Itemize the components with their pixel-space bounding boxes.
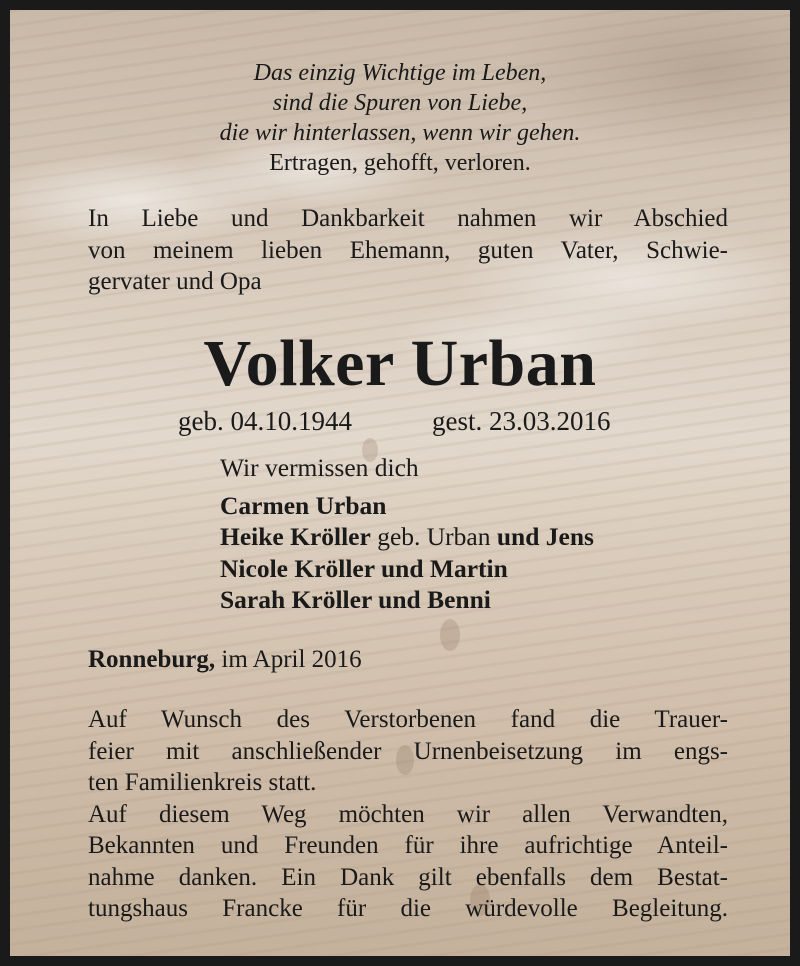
birth-date: geb. 04.10.1944 bbox=[178, 406, 352, 436]
notice-line-3: ten Familienkreis statt. bbox=[88, 769, 317, 796]
mourner-2-partner: und Jens bbox=[496, 522, 594, 551]
quote-line-3: die wir hinterlassen, wenn wir gehen. bbox=[219, 120, 581, 146]
intro-paragraph bbox=[88, 203, 728, 298]
obituary-card bbox=[10, 10, 790, 956]
mourner-2-maiden: geb. Urban bbox=[370, 522, 497, 551]
quote-line-2: sind die Spuren von Liebe, bbox=[272, 90, 528, 116]
intro-line-2: von meinem lieben Ehemann, guten Vater, Schwie- bbox=[88, 236, 728, 264]
notice-line-5: Bekannten und Freunden für ihre aufrichtige Anteil- bbox=[88, 832, 728, 859]
mourner-2 bbox=[220, 521, 594, 553]
notice-line-1: Auf Wunsch des Verstorbenen fand die Trauer- bbox=[88, 706, 728, 733]
notice-line-6: nahme danken. Ein Dank gilt ebenfalls dem Bestat- bbox=[88, 863, 728, 891]
mourner-1: Carmen Urban bbox=[220, 490, 387, 520]
mourner-4: Sarah Kröller und Benni bbox=[220, 585, 491, 614]
mourner-2-name: Heike Kröller bbox=[220, 522, 371, 551]
quote-line-1: Das einzig Wichtige im Leben, bbox=[253, 60, 547, 86]
mourner-3: Nicole Kröller und Martin bbox=[220, 553, 508, 583]
deceased-name: Volker Urban bbox=[203, 327, 597, 400]
notice-line-7: tungshaus Francke für die würdevolle Begleitung. bbox=[88, 895, 728, 922]
notice-line-4: Auf diesem Weg möchten wir allen Verwandten, bbox=[88, 800, 728, 828]
intro-line-3: gervater und Opa bbox=[88, 268, 262, 295]
mourners-list bbox=[220, 452, 594, 616]
mourners-heading: Wir vermissen dich bbox=[220, 453, 419, 482]
intro-line-1: In Liebe und Dankbarkeit nahmen wir Abschied bbox=[88, 205, 728, 232]
place-date bbox=[88, 644, 728, 676]
motto: Ertragen, gehofft, verloren. bbox=[269, 150, 531, 176]
place-month: im April 2016 bbox=[215, 646, 362, 673]
death-date: gest. 23.03.2016 bbox=[432, 406, 611, 436]
notice-paragraph bbox=[88, 704, 728, 925]
place-city: Ronneburg, bbox=[88, 646, 216, 673]
notice-line-2: feier mit anschließender Urnenbeisetzung im engs- bbox=[88, 737, 728, 765]
